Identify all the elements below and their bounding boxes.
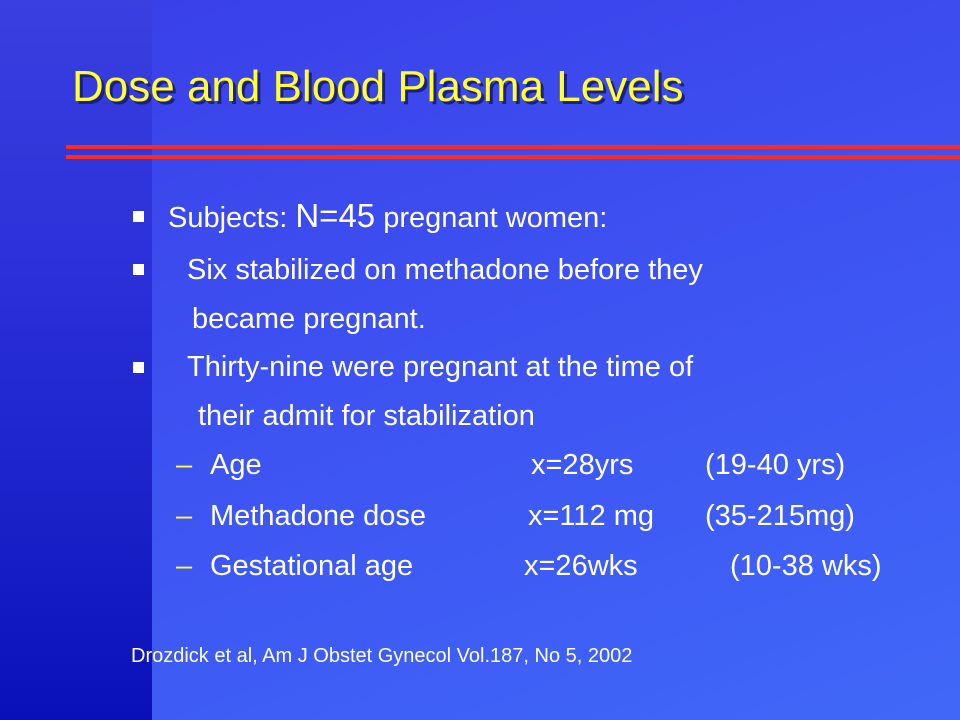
bullet-six-line2: became pregnant. bbox=[192, 303, 426, 335]
bullet-square-icon bbox=[133, 264, 144, 275]
sub-item-gestational-label: Gestational age bbox=[210, 550, 414, 582]
bullet-subjects bbox=[168, 199, 607, 233]
slide-title: Dose and Blood Plasma Levels bbox=[72, 62, 684, 111]
sub-item-age bbox=[176, 451, 192, 480]
sub-item-dash: – bbox=[176, 550, 193, 582]
sub-item-age-range: (19-40 yrs) bbox=[705, 449, 846, 481]
sub-item-dose-value: x=112 mg bbox=[528, 500, 655, 532]
citation: Drozdick et al, Am J Obstet Gynecol Vol.187, No 5, 2002 bbox=[131, 645, 633, 667]
sub-item-gestational-value: x=26wks bbox=[524, 550, 638, 582]
sub-item-dose bbox=[176, 502, 192, 531]
sub-item-dash: – bbox=[176, 500, 193, 532]
sub-item-dose-range: (35-215mg) bbox=[705, 500, 855, 532]
sub-item-dash: – bbox=[176, 449, 193, 481]
sub-item-dose-label: Methadone dose bbox=[210, 500, 427, 532]
bullet-subjects-prefix: Subjects: bbox=[168, 202, 296, 234]
title-rule-top bbox=[66, 145, 960, 149]
title-rule-bottom bbox=[66, 155, 960, 159]
bullet-subjects-suffix: pregnant women: bbox=[375, 202, 608, 234]
bullet-square-icon bbox=[133, 362, 144, 373]
bullet-thirtynine-line2: their admit for stabilization bbox=[198, 400, 535, 432]
sub-item-gestational-range: (10-38 wks) bbox=[730, 550, 882, 582]
bullet-thirtynine-line1: Thirty-nine were pregnant at the time of bbox=[187, 351, 694, 383]
bullet-six-line1: Six stabilized on methadone before they bbox=[187, 254, 703, 286]
sub-item-age-value: x=28yrs bbox=[531, 449, 634, 481]
bullet-square-icon bbox=[133, 211, 144, 222]
bullet-subjects-count: N=45 bbox=[295, 197, 376, 234]
sub-item-age-label: Age bbox=[210, 449, 262, 481]
sub-item-gestational bbox=[176, 552, 192, 581]
